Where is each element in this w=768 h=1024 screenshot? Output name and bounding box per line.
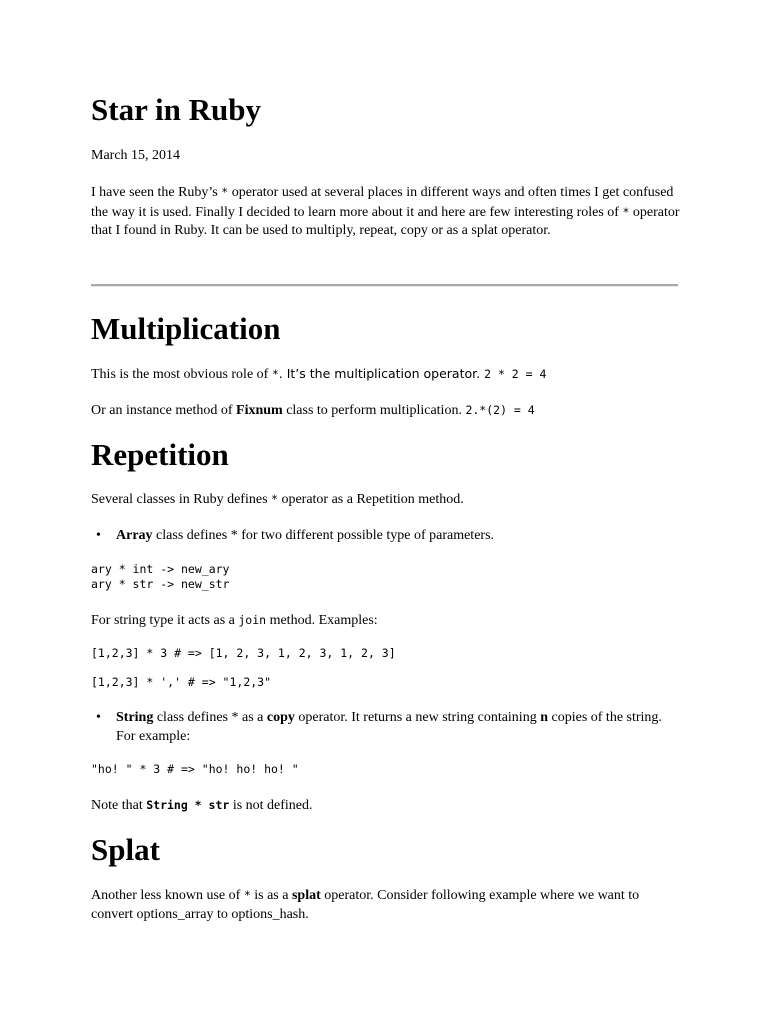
rep-p2-text-1: For string type it acts as a bbox=[91, 613, 239, 628]
splat-paragraph-1 bbox=[91, 886, 681, 924]
heading-multiplication: Multiplication bbox=[91, 311, 281, 346]
bullet-array-text: class defines * for two different possible type of parameters. bbox=[152, 528, 495, 543]
post-date: March 15, 2014 bbox=[91, 148, 181, 163]
mult-p1-code-example: 2 * 2 = 4 bbox=[484, 367, 547, 381]
rep-p2-text-2: method. Examples: bbox=[266, 613, 378, 628]
mult-p1-code-star: * bbox=[271, 367, 279, 381]
page-title: Star in Ruby bbox=[91, 92, 261, 127]
repetition-paragraph-1 bbox=[91, 490, 681, 510]
code-block-array-join: [1,2,3] * ',' # => "1,2,3" bbox=[91, 675, 272, 689]
section-divider bbox=[91, 284, 678, 287]
intro-code-star-1: * bbox=[221, 185, 229, 199]
repetition-paragraph-2 bbox=[91, 611, 681, 631]
mult-p2-text-2: class to perform multiplication. bbox=[282, 403, 466, 418]
mult-p2-text-1: Or an instance method of bbox=[91, 403, 237, 418]
rep-p3-text-2: is not defined. bbox=[229, 798, 313, 813]
intro-text-2: operator used at several places in different ways and often times I get confused the way it is used. Finally I decided to learn more about it and here are few interesting roles of bbox=[91, 185, 674, 220]
bullet-string-text-1: class defines * as a bbox=[153, 710, 267, 725]
intro-code-star-2: * bbox=[622, 204, 630, 219]
intro-text-3: operator that I found in Ruby. It can be used to multiply, repeat, copy or as a splat operator. bbox=[91, 204, 680, 238]
rep-p3-text-1: Note that bbox=[91, 798, 147, 813]
multiplication-paragraph-1 bbox=[91, 365, 681, 385]
splat-p1-text-2: is as a bbox=[250, 888, 292, 903]
mult-p1-text-2: . It’s the multiplication operator. bbox=[278, 366, 485, 381]
bullet-string-bold-string: String bbox=[116, 710, 154, 725]
splat-p1-text-3: operator. Consider following example where we want to convert options_array to options_hash. bbox=[91, 888, 640, 922]
bullet-string bbox=[96, 709, 676, 746]
bullet-dot-icon: • bbox=[96, 710, 101, 725]
bullet-dot-icon: • bbox=[96, 528, 101, 543]
bullet-string-text-3: copies of the string. For example: bbox=[116, 710, 662, 744]
code-block-array-signatures: ary * int -> new_ary ary * str -> new_str bbox=[91, 562, 230, 591]
rep-p1-text-2: operator as a Repetition method. bbox=[277, 492, 464, 507]
intro-paragraph bbox=[91, 183, 681, 241]
splat-p1-text-1: Another less known use of bbox=[91, 888, 244, 903]
heading-splat: Splat bbox=[91, 832, 160, 867]
rep-p1-code-star: * bbox=[271, 492, 278, 506]
mult-p2-code-example: 2.*(2) = 4 bbox=[465, 403, 535, 417]
rep-p2-code-join: join bbox=[238, 613, 267, 627]
intro-text-1: I have seen the Ruby’s bbox=[91, 185, 222, 200]
bullet-string-bold-copy: copy bbox=[266, 710, 295, 725]
splat-p1-code-star: * bbox=[243, 888, 251, 902]
repetition-paragraph-3 bbox=[91, 796, 681, 816]
splat-p1-bold-splat: splat bbox=[291, 888, 321, 903]
rep-p1-text-1: Several classes in Ruby defines bbox=[91, 492, 272, 507]
bullet-string-text-2: operator. It returns a new string containing bbox=[294, 710, 541, 725]
code-block-string-copy: "ho! " * 3 # => "ho! ho! ho! " bbox=[91, 762, 299, 776]
bullet-string-bold-n: n bbox=[540, 710, 548, 725]
heading-repetition: Repetition bbox=[91, 437, 229, 472]
rep-p3-code-string-star-str: String * str bbox=[146, 798, 230, 812]
mult-p1-text-1: This is the most obvious role of bbox=[91, 367, 272, 382]
code-block-array-repeat: [1,2,3] * 3 # => [1, 2, 3, 1, 2, 3, 1, 2, 3] bbox=[91, 646, 396, 660]
bullet-array-bold: Array bbox=[116, 528, 153, 543]
multiplication-paragraph-2 bbox=[91, 401, 681, 421]
mult-p2-bold-fixnum: Fixnum bbox=[236, 403, 283, 418]
bullet-array bbox=[96, 527, 676, 546]
